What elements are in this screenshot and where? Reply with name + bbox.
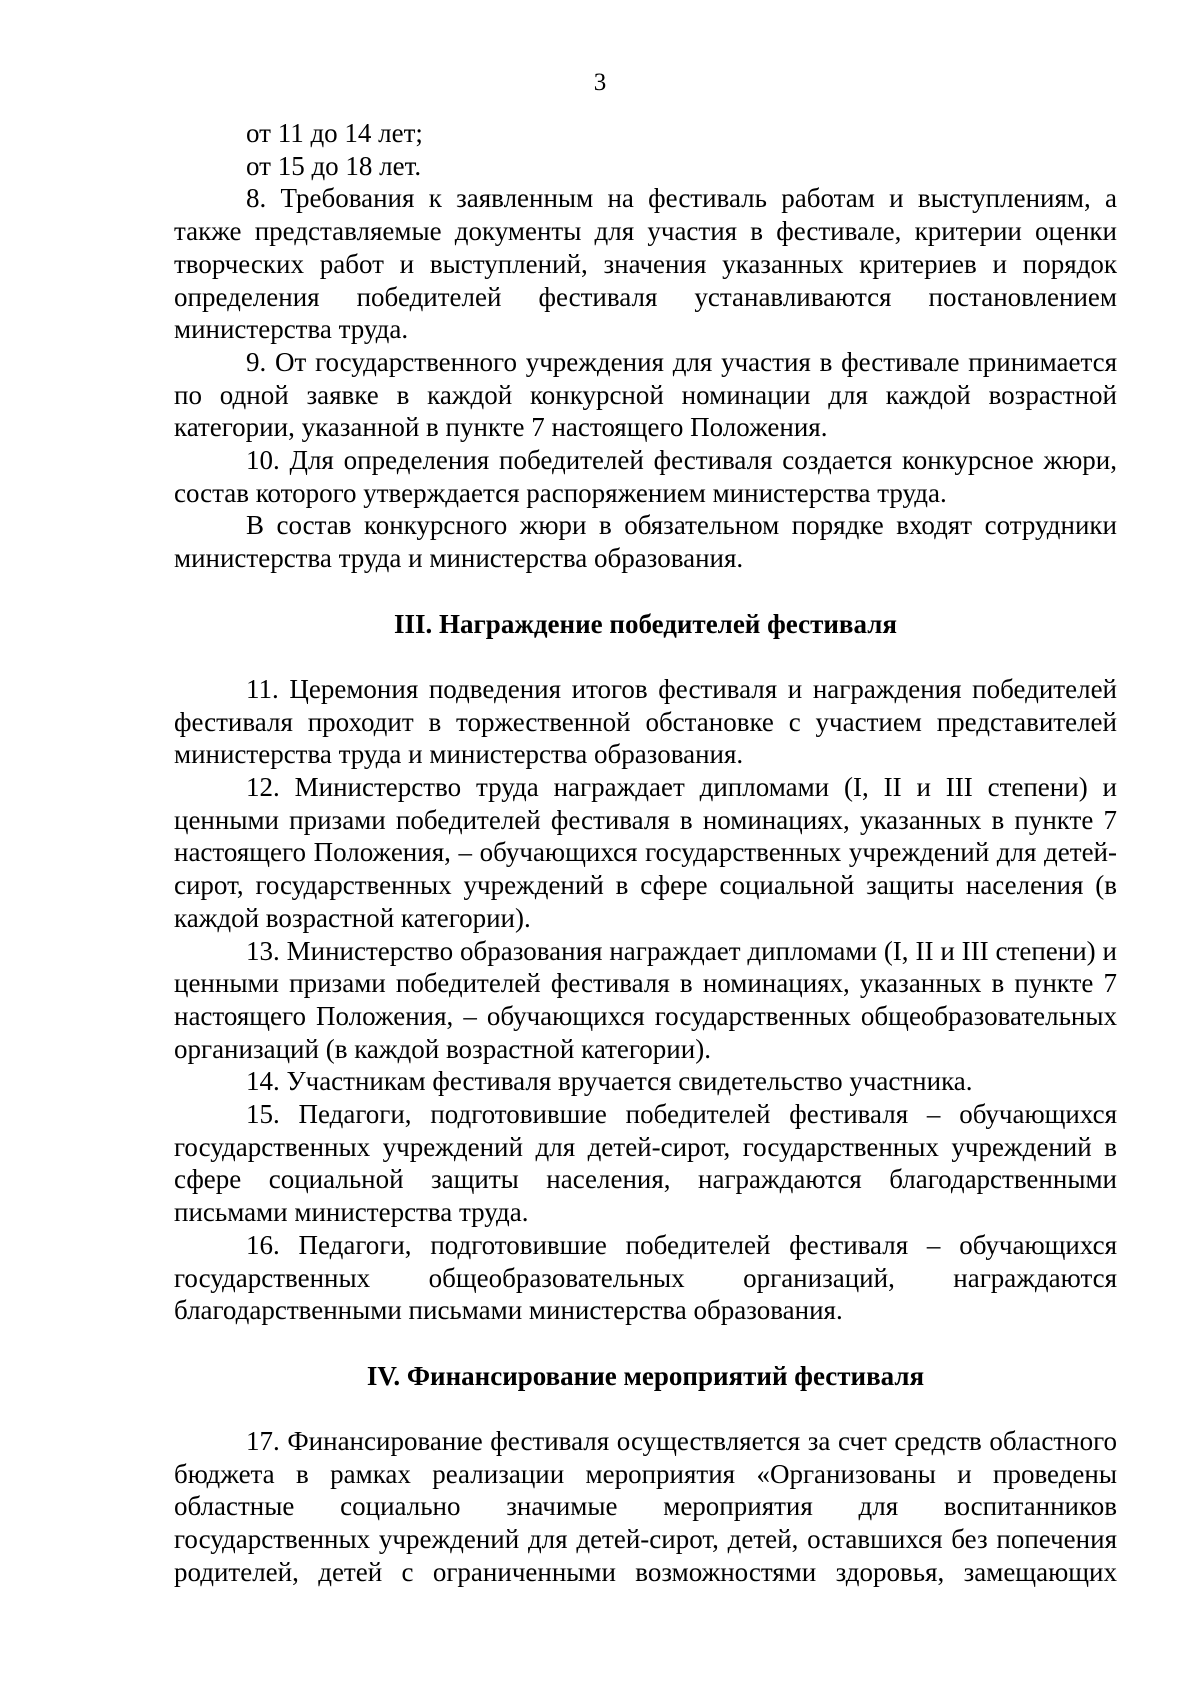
paragraph-item-16: 16. Педагоги, подготовившие победителей фестиваля – обучающихся государственных общеобразовательных организаций, награждаются благодарственными письмами министерства образования. [174,1229,1117,1326]
spacer [174,1392,1117,1425]
paragraph-item-14: 14. Участникам фестиваля вручается свидетельство участника. [246,1066,973,1097]
paragraph-item-12: 12. Министерство труда награждает дипломами (I, II и III степени) и ценными призами победителей фестиваля в номинациях, указанных в пункте 7 настоящего Положения, – обучающихся государственных учреждений для детей-сирот, государственных учреждений в сфере социальной защиты населения (в каждой возрастной категории). [174,772,1117,933]
section-heading-financing: IV. Финансирование мероприятий фестиваля [366,1360,925,1391]
spacer [174,640,1117,673]
paragraph-item-9: 9. От государственного учреждения для участия в фестивале принимается по одной заявке в каждой конкурсной номинации для каждой возрастной категории, указанной в пункте 7 настоящего Положения. [174,346,1117,443]
paragraph-item-8: 8. Требования к заявленным на фестиваль работам и выступлениям, а также представляемые документы для участия в фестивале, критерии оценки творческих работ и выступлений, значения указанных критериев и порядок определения победителей фестиваля устанавливаются постановлением министерства труда. [174,183,1117,345]
age-range-11-14: от 11 до 14 лет; [246,118,423,148]
paragraph-item-17: 17. Финансирование фестиваля осуществляется за счет средств областного бюджета в рамках реализации мероприятия «Организованы и проведены областные социально значимые мероприятия для воспитанников государственных учреждений для детей-сирот, детей, оставшихся без попечения родителей, детей с ограниченными возможностями здоровья, замещающих [174,1426,1117,1587]
spacer [174,575,1117,608]
paragraph-item-15: 15. Педагоги, подготовившие победителей фестиваля – обучающихся государственных учреждений для детей-сирот, государственных учреждений в сфере социальной защиты населения, награждаются благодарственными письмами министерства труда. [174,1099,1117,1228]
age-range-15-18: от 15 до 18 лет. [246,150,422,181]
spacer [174,1327,1117,1360]
paragraph-item-10: 10. Для определения победителей фестиваля создается конкурсное жюри, состав которого утверждается распоряжением министерства труда. [174,445,1117,508]
section-heading-awards: III. Награждение победителей фестиваля [394,608,897,639]
paragraph-item-11: 11. Церемония подведения итогов фестиваля и награждения победителей фестиваля проходит в торжественной обстановке с участием представителей министерства труда и министерства образования. [174,673,1117,770]
document-body [174,117,1117,1589]
paragraph-item-13: 13. Министерство образования награждает дипломами (I, II и III степени) и ценными призами победителей фестиваля в номинациях, указанных в пункте 7 настоящего Положения, – обучающихся государственных общеобразовательных организаций (в каждой возрастной категории). [174,935,1117,1064]
page-number: 3 [593,69,607,96]
paragraph-jury-composition: В состав конкурсного жюри в обязательном порядке входят сотрудники министерства труда и министерства образования. [174,510,1117,574]
